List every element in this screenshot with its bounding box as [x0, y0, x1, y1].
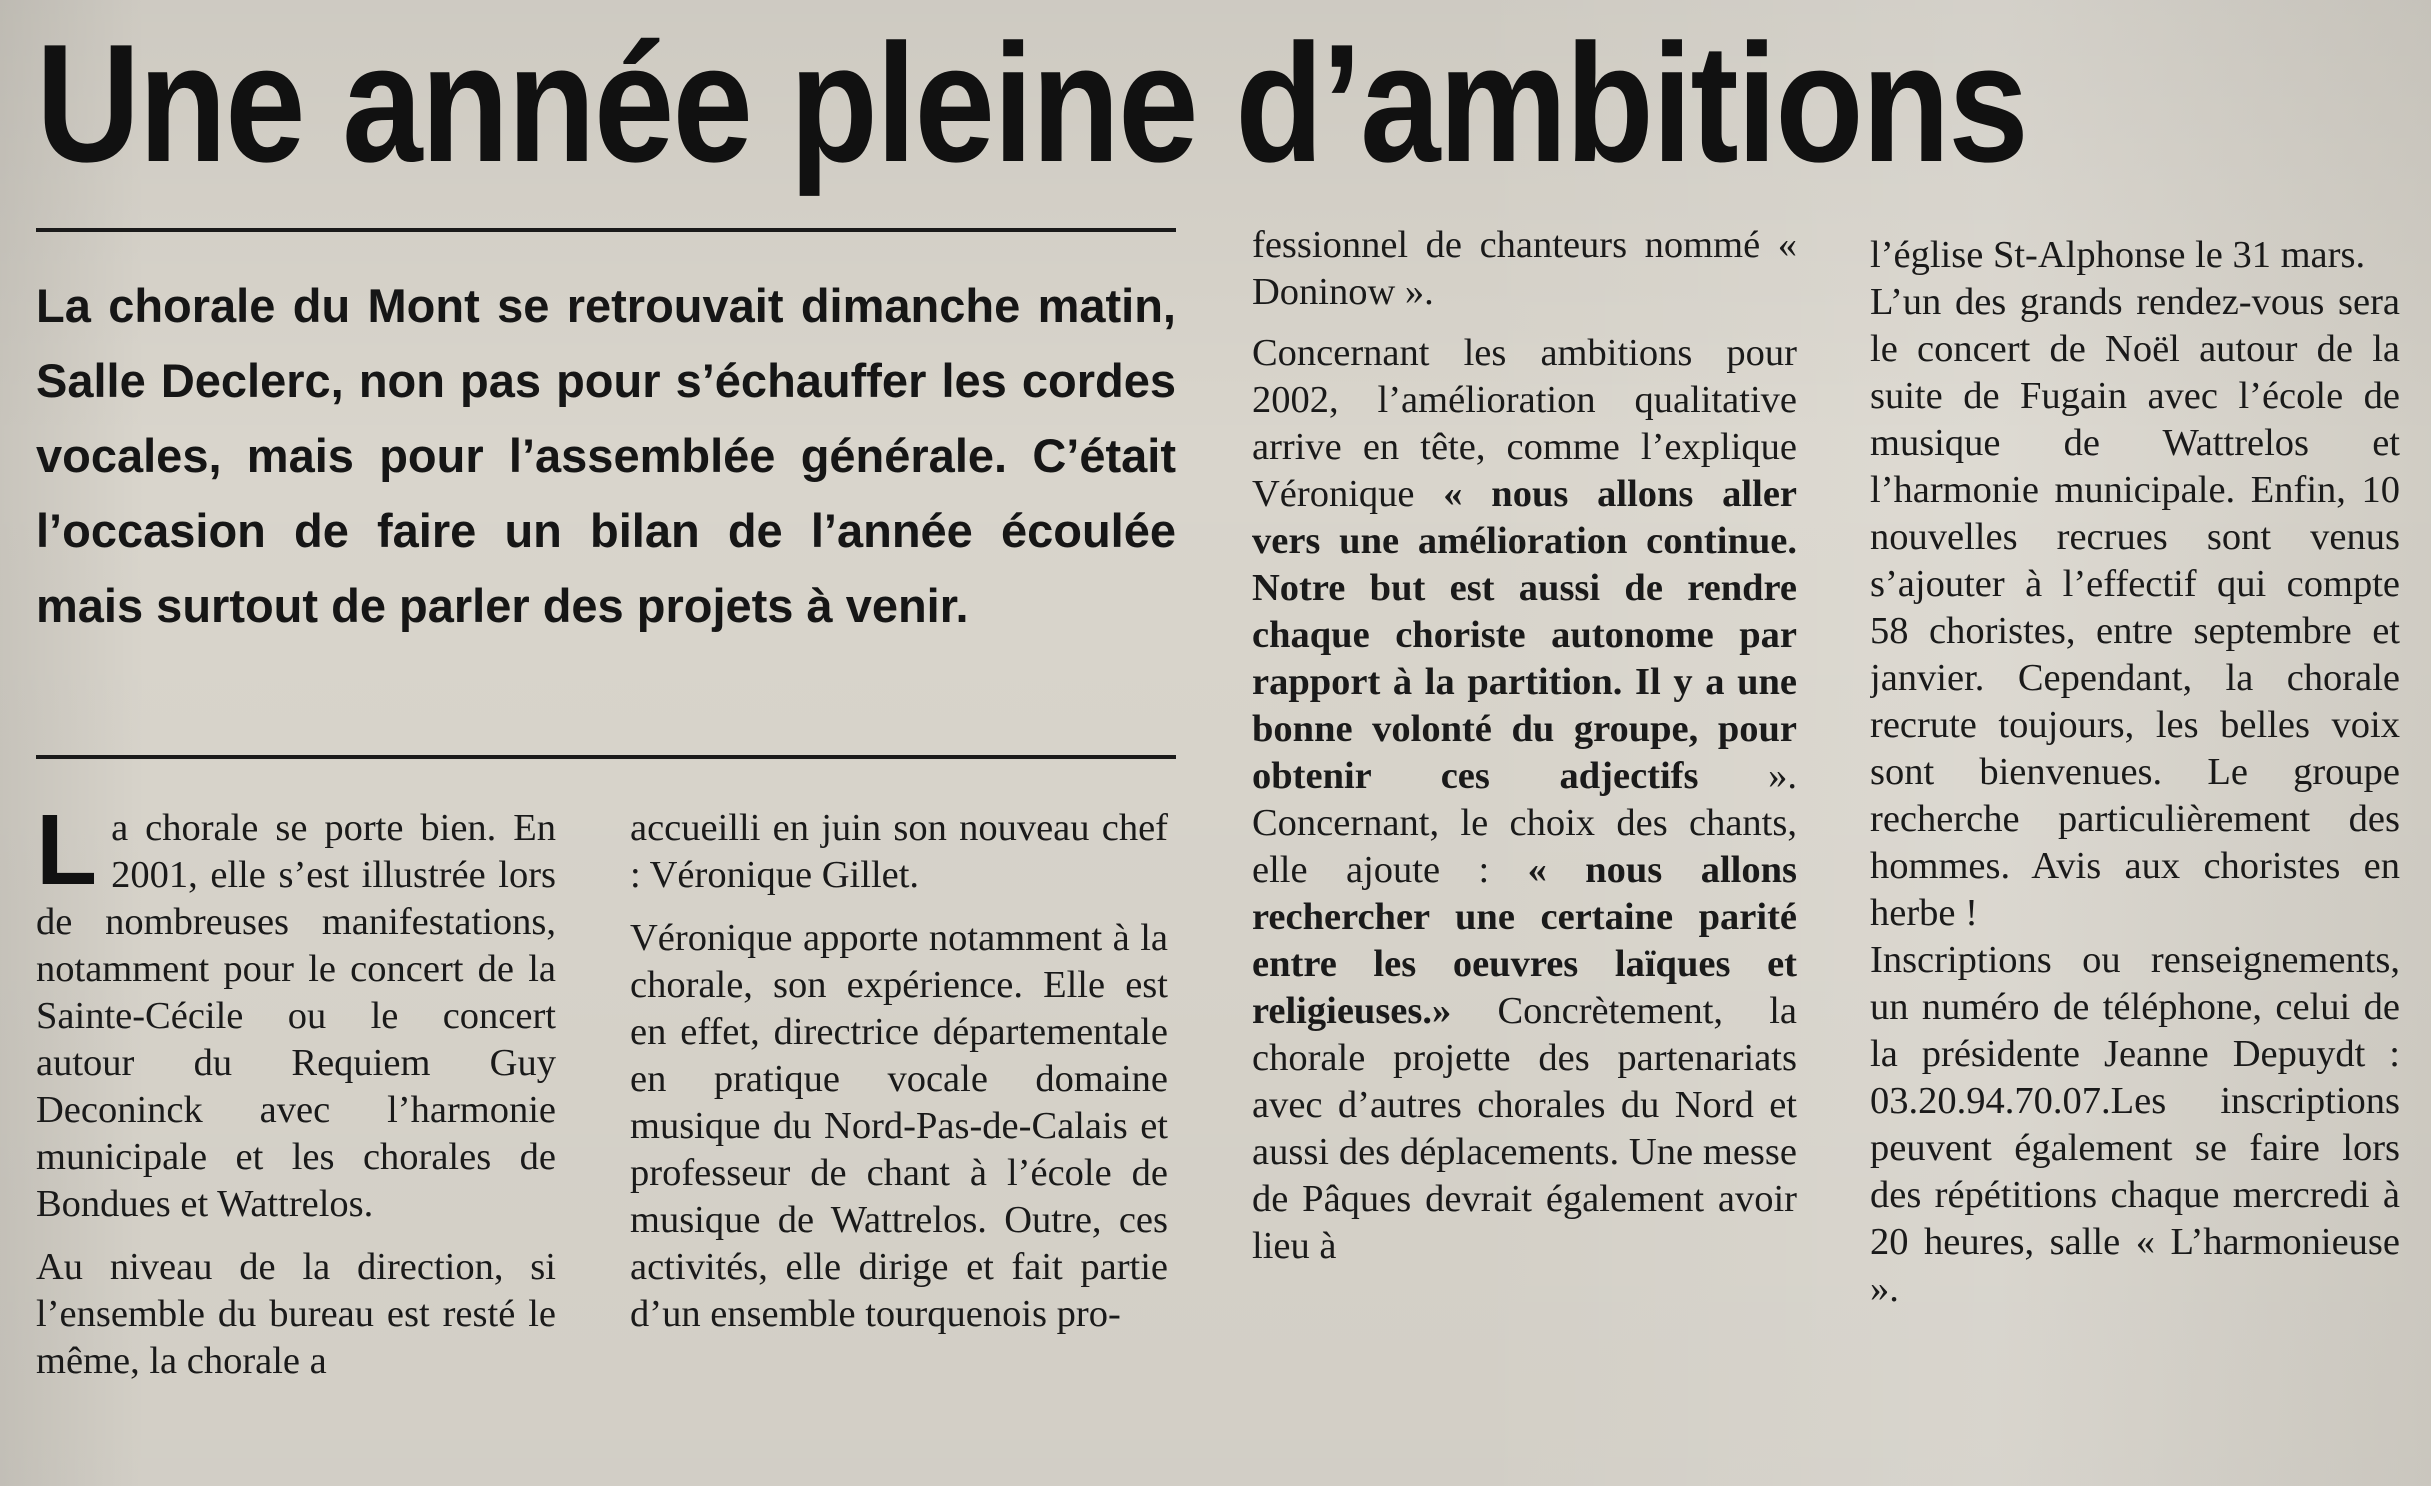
article-column-3 [1252, 222, 1797, 1472]
article-headline: Une année pleine d’ambitions [36, 9, 2028, 197]
lede-divider [36, 755, 1176, 759]
column-2-paragraph-2: Véronique apporte notamment à la chorale, son expérience. Elle est en effet, directrice départementale en pratique vocale domaine musique du Nord-Pas-de-Calais et professeur de chant à l’école de musique de Wattrelos. Outre, ces activités, elle dirige et fait partie d’un ensemble tourquenois pro- [630, 917, 1168, 1335]
drop-cap: L [36, 805, 98, 906]
column-1-paragraph-1 [36, 805, 556, 1228]
column-1-paragraph-1-text: a chorale se porte bien. En 2001, elle s’est illustrée lors de nombreuses manifestations, notamment pour le concert de la Sainte-Cécile ou le concert autour du Requiem Guy Deconinck avec l’harmonie municipale et les chorales de Bondues et Wattrelos. [36, 807, 556, 1225]
article-column-2 [630, 805, 1168, 1465]
column-4-paragraph-3: Inscriptions ou renseignements, un numéro de téléphone, celui de la présidente Jeanne Depuydt : 03.20.94.70.07.Les inscriptions peuvent également se faire lors des répétitions chaque mercredi à 20 heures, salle « L’harmonieuse ». [1870, 939, 2400, 1310]
article-column-4 [1870, 232, 2400, 1472]
column-3-paragraph-1: fessionnel de chanteurs nommé « Doninow ». [1252, 224, 1797, 313]
column-3-text-e: Concrètement, la chorale projette des partenariats avec d’autres chorales du Nord et aussi des déplacements. Une messe de Pâques devrait également avoir lieu à [1252, 990, 1797, 1267]
quote-ambitions: « nous allons aller vers une amélioration continue. Notre but est aussi de rendre chaque choriste autonome par rapport à la partition. Il y a une bonne volonté du groupe, pour obtenir ces adjectifs [1252, 473, 1797, 797]
column-4-paragraph-1: l’église St-Alphonse le 31 mars. [1870, 234, 2366, 276]
column-1-paragraph-2: Au niveau de la direction, si l’ensemble du bureau est resté le même, la chorale a [36, 1246, 556, 1382]
quote-repertoire: « nous allons rechercher une certaine parité entre les oeuvres laïques et religieuses.» [1252, 849, 1797, 1032]
headline-divider [36, 228, 1176, 232]
column-4-paragraph-2: L’un des grands rendez-vous sera le concert de Noël autour de la suite de Fugain avec l’école de musique de Wattrelos et l’harmonie municipale. Enfin, 10 nouvelles recrues sont venus s’ajouter à l’effectif qui compte 58 choristes, entre septembre et janvier. Cependant, la chorale recrute toujours, les belles voix sont bienvenues. Le groupe recherche particulièrement des hommes. Avis aux choristes en herbe ! [1870, 281, 2400, 934]
column-2-paragraph-1: accueilli en juin son nouveau chef : Véronique Gillet. [630, 807, 1168, 896]
column-3-text-c: ». Concernant, le choix des chants, elle ajoute : [1252, 755, 1797, 891]
column-3-paragraph-2 [1252, 330, 1797, 1270]
article-column-1 [36, 805, 556, 1465]
article-lede: La chorale du Mont se retrouvait dimanche matin, Salle Declerc, non pas pour s’échauffer les cordes vocales, mais pour l’assemblée générale. C’était l’occasion de faire un bilan de l’année écoulée mais surtout de parler des projets à venir. [36, 279, 1176, 632]
column-3-text-a: Concernant les ambitions pour 2002, l’amélioration qualitative arrive en tête, comme l’explique Véronique [1252, 332, 1797, 515]
